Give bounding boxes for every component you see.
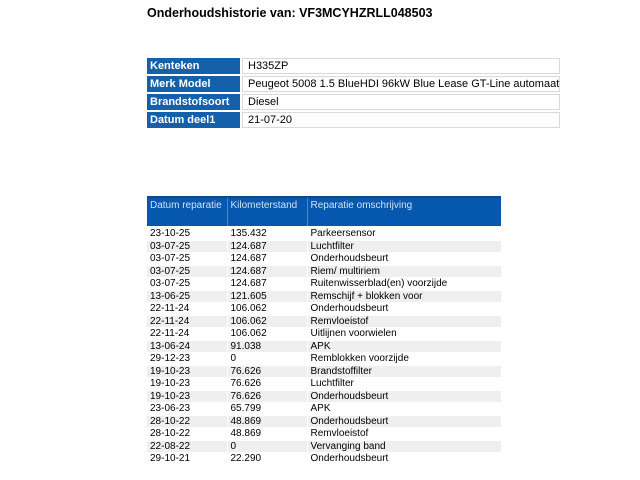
history-cell-description: Brandstoffilter	[307, 365, 501, 378]
history-row	[147, 403, 501, 416]
vehicle-info-label: Brandstofsoort	[147, 94, 240, 110]
history-header-row	[147, 197, 501, 227]
history-cell-description: APK	[307, 340, 501, 353]
vehicle-info-row	[147, 112, 560, 128]
history-cell-km: 76.626	[227, 378, 307, 391]
history-cell-description: Vervanging band	[307, 440, 501, 453]
history-cell-description: Riem/ multiriem	[307, 265, 501, 278]
history-cell-km: 124.687	[227, 265, 307, 278]
history-cell-date: 03-07-25	[147, 253, 227, 266]
history-cell-description: Remvloeistof	[307, 428, 501, 441]
history-row	[147, 440, 501, 453]
history-cell-description: Remschijf + blokken voor	[307, 290, 501, 303]
history-row	[147, 227, 501, 240]
history-cell-date: 23-10-25	[147, 227, 227, 240]
vehicle-info-value: 21-07-20	[242, 112, 560, 128]
history-cell-km: 135.432	[227, 227, 307, 240]
history-cell-km: 106.062	[227, 303, 307, 316]
history-row	[147, 415, 501, 428]
history-cell-date: 03-07-25	[147, 278, 227, 291]
history-cell-description: Ruitenwisserblad(en) voorzijde	[307, 278, 501, 291]
history-cell-description: Remblokken voorzijde	[307, 353, 501, 366]
history-header-km: Kilometerstand	[227, 197, 307, 227]
history-cell-description: Onderhoudsbeurt	[307, 253, 501, 266]
vehicle-info-label: Kenteken	[147, 58, 240, 74]
history-row	[147, 328, 501, 341]
history-cell-description: Remvloeistof	[307, 315, 501, 328]
vehicle-info-row	[147, 58, 560, 74]
history-cell-date: 03-07-25	[147, 265, 227, 278]
history-cell-date: 22-11-24	[147, 315, 227, 328]
history-cell-date: 29-10-21	[147, 453, 227, 466]
vehicle-info-value: Diesel	[242, 94, 560, 110]
history-cell-km: 91.038	[227, 340, 307, 353]
history-row	[147, 378, 501, 391]
history-header-date: Datum reparatie	[147, 197, 227, 227]
history-cell-km: 0	[227, 353, 307, 366]
history-cell-date: 28-10-22	[147, 428, 227, 441]
vehicle-info-row	[147, 94, 560, 110]
history-row	[147, 240, 501, 253]
history-row	[147, 365, 501, 378]
history-cell-description: APK	[307, 403, 501, 416]
history-cell-description: Luchtfilter	[307, 378, 501, 391]
history-table	[147, 196, 501, 466]
history-cell-description: Onderhoudsbeurt	[307, 390, 501, 403]
history-cell-km: 76.626	[227, 365, 307, 378]
history-cell-km: 76.626	[227, 390, 307, 403]
history-cell-km: 48.869	[227, 428, 307, 441]
history-row	[147, 303, 501, 316]
history-cell-km: 0	[227, 440, 307, 453]
history-cell-date: 29-12-23	[147, 353, 227, 366]
history-row	[147, 315, 501, 328]
page-title: Onderhoudshistorie van: VF3MCYHZRLL048503	[147, 6, 433, 20]
history-cell-date: 13-06-25	[147, 290, 227, 303]
vehicle-info-body	[147, 58, 560, 128]
history-cell-description: Onderhoudsbeurt	[307, 453, 501, 466]
history-row	[147, 353, 501, 366]
history-cell-date: 28-10-22	[147, 415, 227, 428]
history-cell-description: Luchtfilter	[307, 240, 501, 253]
vehicle-info-table	[145, 56, 562, 130]
history-cell-date: 13-06-24	[147, 340, 227, 353]
history-row	[147, 453, 501, 466]
vehicle-info-value: Peugeot 5008 1.5 BlueHDI 96kW Blue Lease GT-Line automaat	[242, 76, 560, 92]
history-cell-km: 65.799	[227, 403, 307, 416]
history-cell-km: 121.605	[227, 290, 307, 303]
history-cell-description: Onderhoudsbeurt	[307, 303, 501, 316]
history-table-header	[147, 197, 501, 227]
history-row	[147, 390, 501, 403]
history-cell-km: 124.687	[227, 240, 307, 253]
history-row	[147, 428, 501, 441]
history-row	[147, 340, 501, 353]
history-cell-km: 48.869	[227, 415, 307, 428]
history-row	[147, 253, 501, 266]
history-cell-km: 106.062	[227, 315, 307, 328]
history-cell-date: 22-08-22	[147, 440, 227, 453]
vehicle-info-value: H335ZP	[242, 58, 560, 74]
vehicle-info-label: Merk Model	[147, 76, 240, 92]
history-cell-description: Uitlijnen voorwielen	[307, 328, 501, 341]
history-cell-km: 124.687	[227, 253, 307, 266]
history-row	[147, 290, 501, 303]
history-row	[147, 265, 501, 278]
history-cell-date: 22-11-24	[147, 328, 227, 341]
history-cell-date: 22-11-24	[147, 303, 227, 316]
vehicle-info-row	[147, 76, 560, 92]
history-cell-date: 19-10-23	[147, 365, 227, 378]
history-table-body	[147, 227, 501, 465]
history-header-description: Reparatie omschrijving	[307, 197, 501, 227]
history-cell-description: Onderhoudsbeurt	[307, 415, 501, 428]
history-cell-date: 03-07-25	[147, 240, 227, 253]
history-cell-description: Parkeersensor	[307, 227, 501, 240]
history-cell-km: 124.687	[227, 278, 307, 291]
history-cell-date: 19-10-23	[147, 378, 227, 391]
history-cell-km: 22.290	[227, 453, 307, 466]
vehicle-info-label: Datum deel1	[147, 112, 240, 128]
history-cell-date: 19-10-23	[147, 390, 227, 403]
history-row	[147, 278, 501, 291]
history-cell-date: 23-06-23	[147, 403, 227, 416]
history-cell-km: 106.062	[227, 328, 307, 341]
